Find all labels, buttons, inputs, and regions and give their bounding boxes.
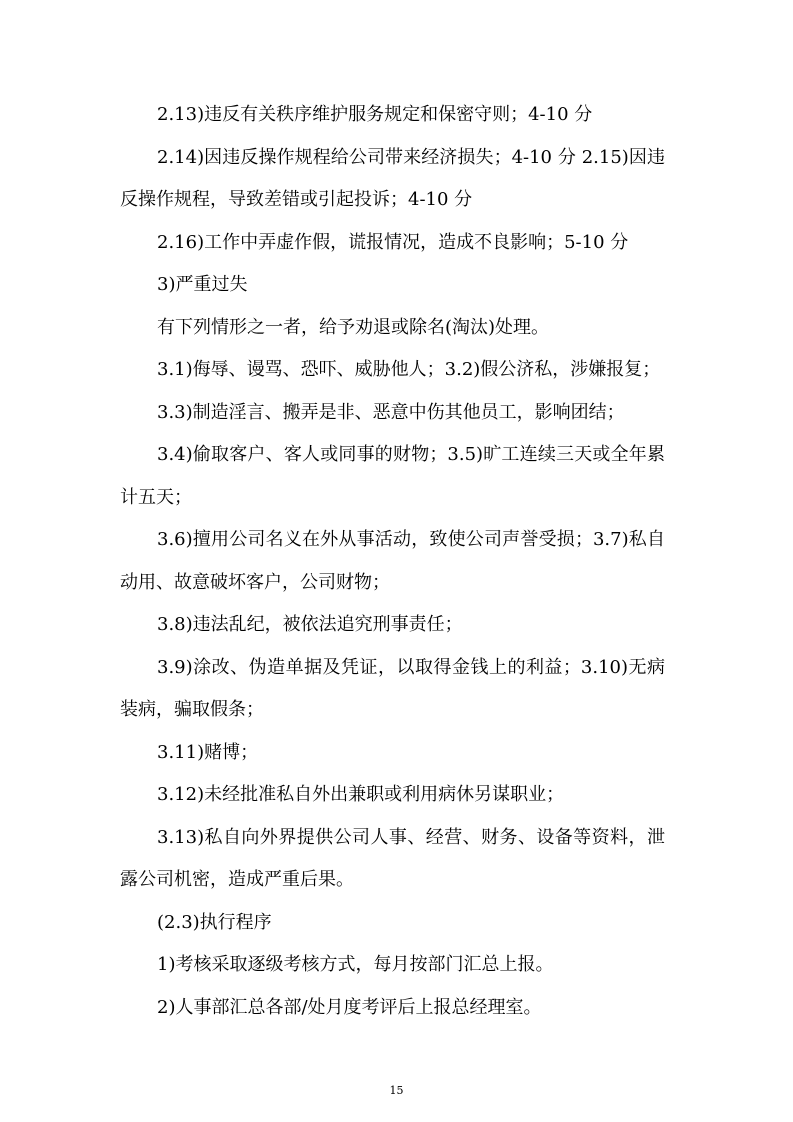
paragraph-2-16: 2.16)工作中弄虚作假，谎报情况，造成不良影响；5-10 分 [157,231,629,253]
paragraph-procedure-2: 2)人事部汇总各部/处月度考评后上报总经理室。 [157,996,542,1018]
paragraph-intro: 有下列情形之一者，给予劝退或除名(淘汰)处理。 [157,316,550,338]
section-heading-serious-fault: 3)严重过失 [157,274,248,295]
document-body [120,94,665,1029]
section-heading-procedure: (2.3)执行程序 [157,911,272,933]
paragraph-3-12: 3.12)未经批准私自外出兼职或利用病休另谋职业； [157,784,565,805]
paragraph-3-3: 3.3)制造淫言、搬弄是非、恶意中伤其他员工，影响团结； [157,401,625,423]
paragraph-3-11: 3.11)赌博； [157,741,259,763]
paragraph-3-4: 3.4)偷取客户、客人或同事的财物；3.5)旷工连续三天或全年累计五天； [120,444,665,508]
paragraph-3-1: 3.1)侮辱、谩骂、恐吓、威胁他人；3.2)假公济私，涉嫌报复； [157,359,661,380]
paragraph-3-13: 3.13)私自向外界提供公司人事、经营、财务、设备等资料，泄露公司机密，造成严重后果。 [120,826,665,890]
paragraph-2-14: 2.14)因违反操作规程给公司带来经济损失；4-10 分 2.15)因违反操作规程，导致差错或引起投诉；4-10 分 [120,146,665,210]
paragraph-3-6: 3.6)擅用公司名义在外从事活动，致使公司声誉受损；3.7)私自动用、故意破坏客户，公司财物； [120,529,665,593]
paragraph-procedure-1: 1)考核采取逐级考核方式，每月按部门汇总上报。 [157,954,554,975]
paragraph-3-9: 3.9)涂改、伪造单据及凭证，以取得金钱上的利益；3.10)无病装病，骗取假条； [120,656,665,720]
paragraph-3-8: 3.8)违法乱纪，被依法追究刑事责任； [157,614,463,635]
page-number: 15 [389,1084,404,1097]
paragraph-2-13: 2.13)违反有关秩序维护服务规定和保密守则；4-10 分 [157,104,593,125]
